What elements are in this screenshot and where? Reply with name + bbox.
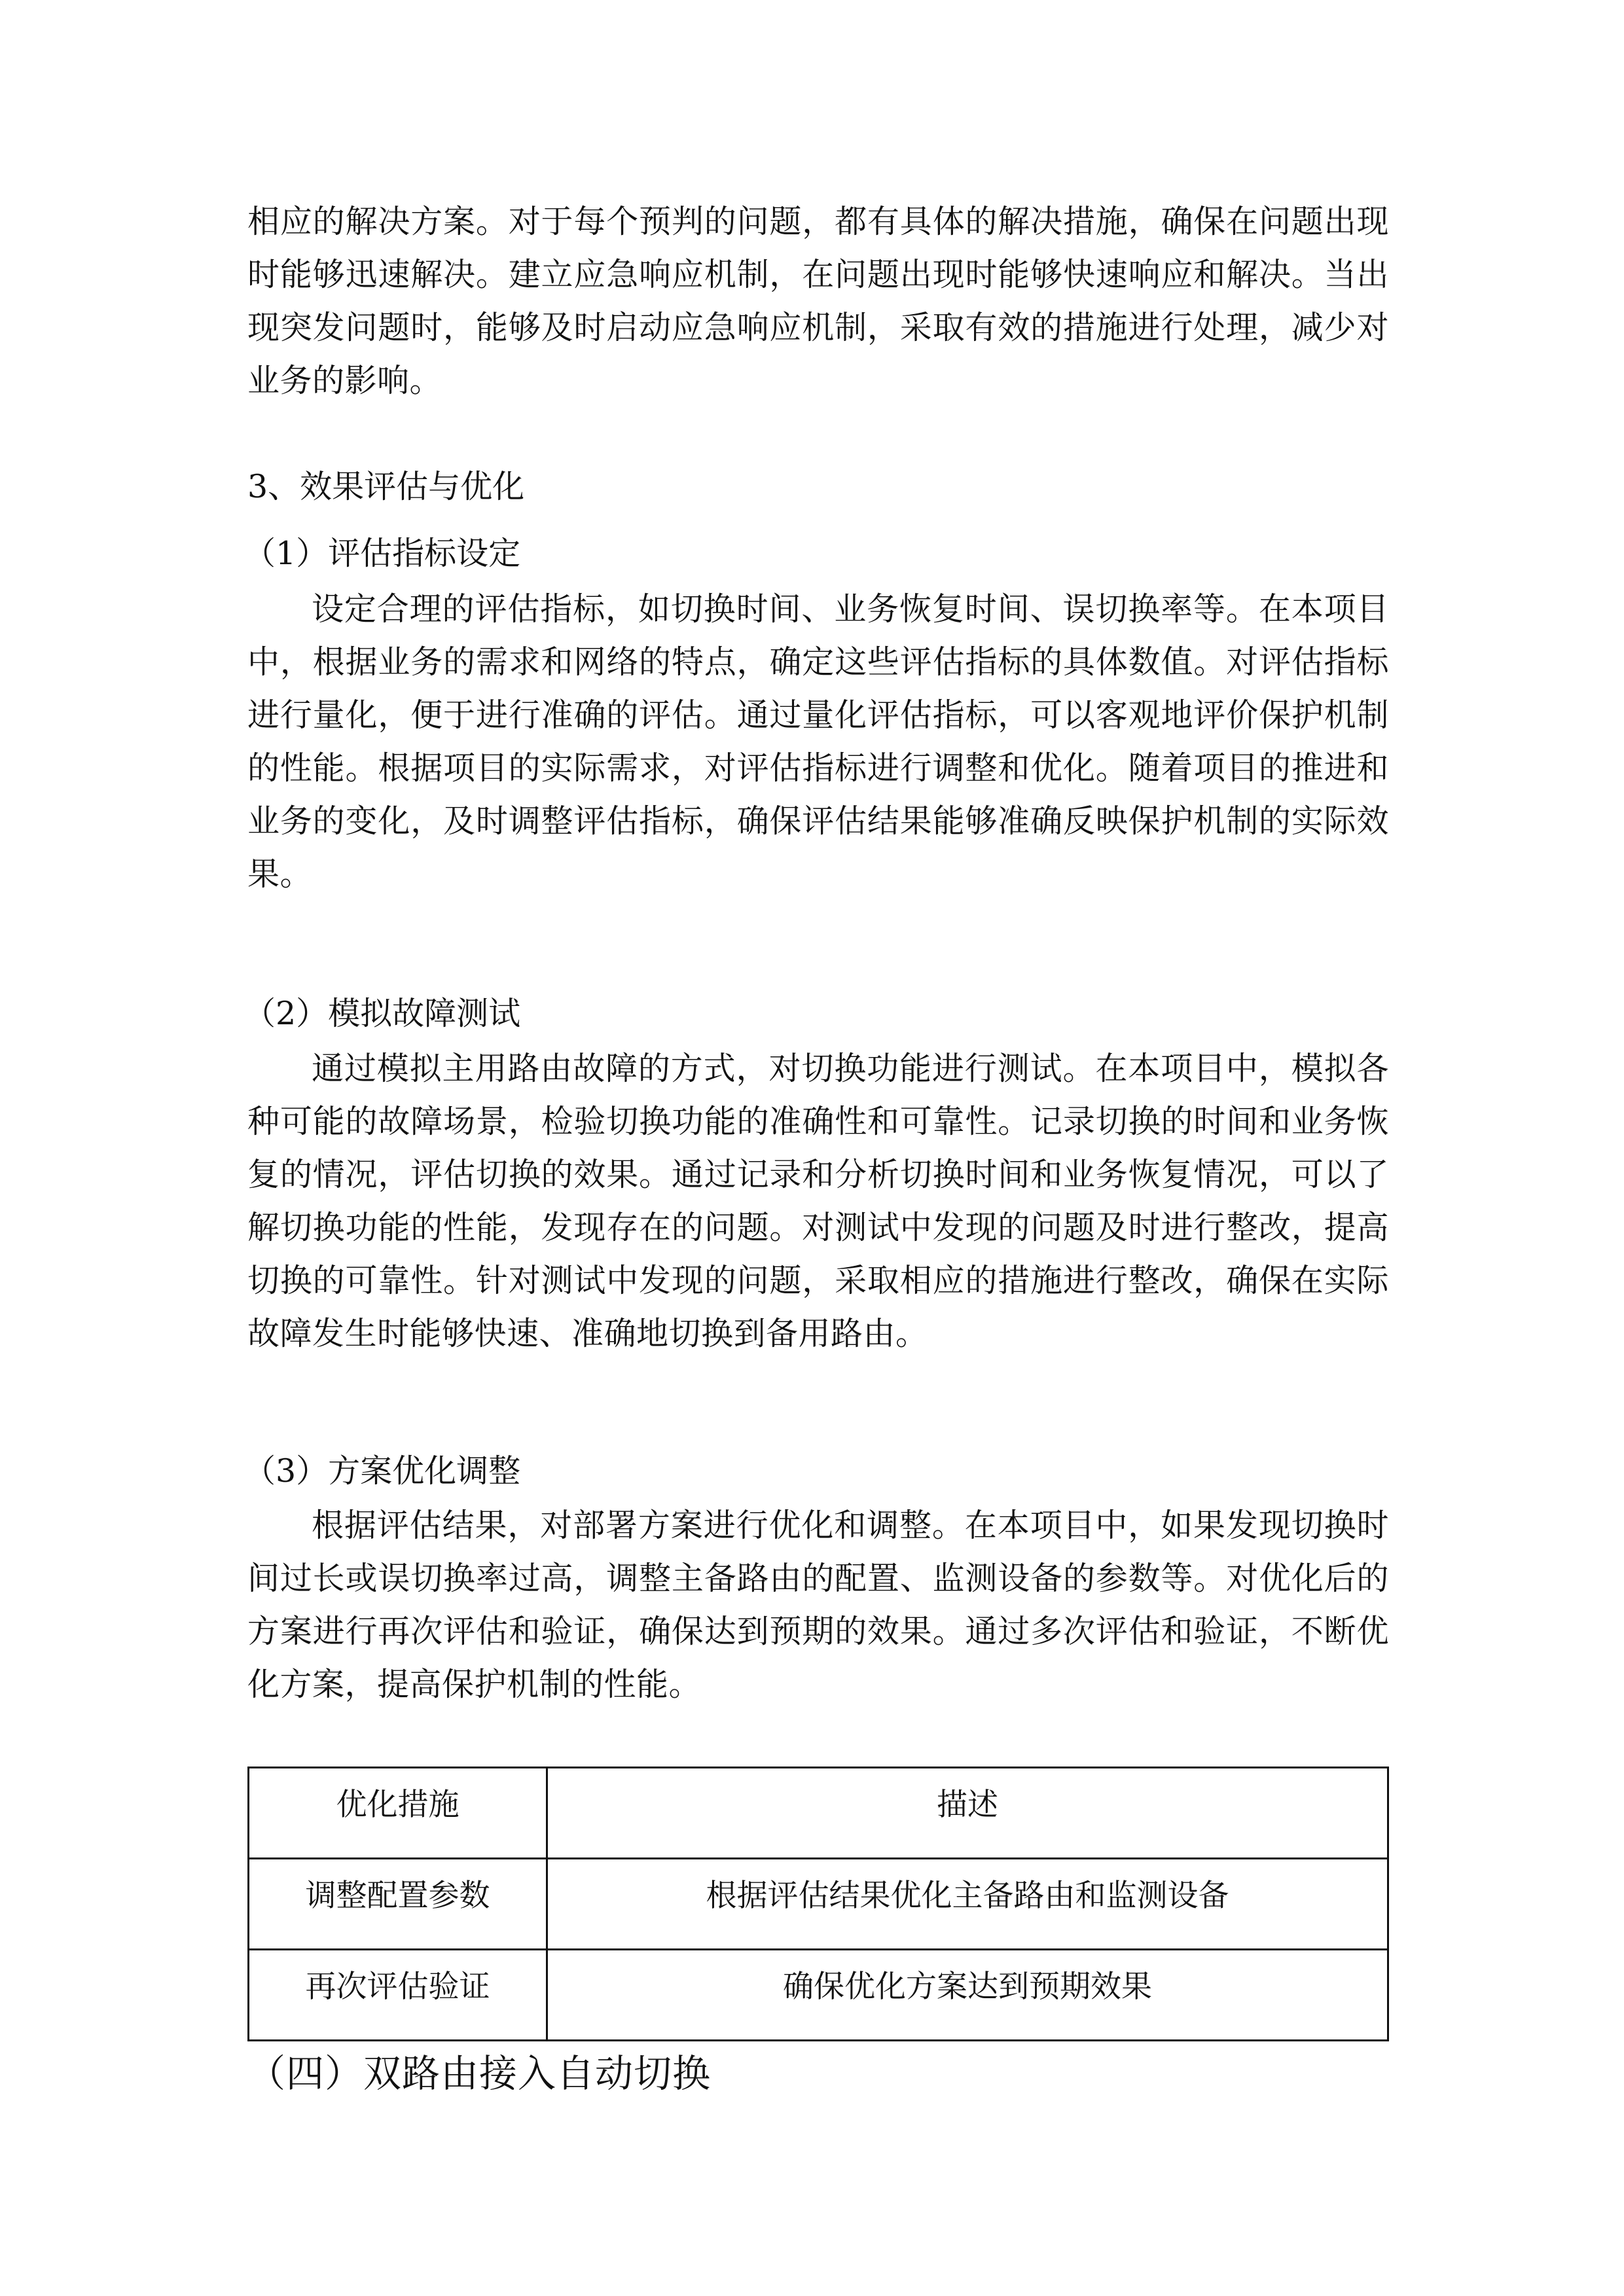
subsection-3-body-block (247, 1499, 1389, 1711)
table-cell: 确保优化方案达到预期效果 (547, 1950, 1388, 2041)
subsection-1-body-block (247, 583, 1389, 901)
subsection-2-body-block (247, 1042, 1389, 1360)
section-3-heading: 3、效果评估与优化 (247, 468, 525, 505)
table-row (249, 1859, 1388, 1950)
section-3 (247, 460, 1389, 513)
subsection-2 (244, 987, 1385, 1040)
table-cell: 调整配置参数 (249, 1859, 547, 1950)
subsection-2-heading: （2）模拟故障测试 (244, 995, 521, 1032)
subsection-3 (244, 1444, 1385, 1498)
table-cell: 再次评估验证 (249, 1950, 547, 2041)
table-cell: 根据评估结果优化主备路由和监测设备 (547, 1859, 1388, 1950)
table-header-cell: 优化措施 (249, 1768, 547, 1859)
table-header-cell: 描述 (547, 1768, 1388, 1859)
intro-paragraph: 相应的解决方案。对于每个预判的问题，都有具体的解决措施，确保在问题出现时能够迅速解决。建立应急响应机制，在问题出现时能够快速响应和解决。当出现突发问题时，能够及时启动应急响应机制，采取有效的措施进行处理，减少对业务的影响。 (247, 203, 1389, 399)
subsection-2-body: 通过模拟主用路由故障的方式，对切换功能进行测试。在本项目中，模拟各种可能的故障场景，检验切换功能的准确性和可靠性。记录切换的时间和业务恢复的情况，评估切换的效果。通过记录和分析切换时间和业务恢复情况，可以了解切换功能的性能，发现存在的问题。对测试中发现的问题及时进行整改，提高切换的可靠性。针对测试中发现的问题，采取相应的措施进行整改，确保在实际故障发生时能够快速、准确地切换到备用路由。 (247, 1050, 1389, 1352)
next-section-heading: （四）双路由接入自动切换 (247, 2051, 712, 2096)
subsection-3-body: 根据评估结果，对部署方案进行优化和调整。在本项目中，如果发现切换时间过长或误切换率过高，调整主备路由的配置、监测设备的参数等。对优化后的方案进行再次评估和验证，确保达到预期的效果。通过多次评估和验证，不断优化方案，提高保护机制的性能。 (247, 1507, 1389, 1703)
subsection-3-heading: （3）方案优化调整 (244, 1452, 521, 1490)
intro-block (247, 195, 1389, 407)
table-row (249, 1950, 1388, 2041)
subsection-1-heading: （1）评估指标设定 (244, 535, 521, 572)
optimization-table (247, 1767, 1389, 2041)
subsection-1-body: 设定合理的评估指标，如切换时间、业务恢复时间、误切换率等。在本项目中，根据业务的需求和网络的特点，确定这些评估指标的具体数值。对评估指标进行量化，便于进行准确的评估。通过量化评估指标，可以客观地评价保护机制的性能。根据项目的实际需求，对评估指标进行调整和优化。随着项目的推进和业务的变化，及时调整评估指标，确保评估结果能够准确反映保护机制的实际效果。 (247, 590, 1389, 893)
subsection-1 (244, 527, 1385, 580)
table-header-row (249, 1768, 1388, 1859)
